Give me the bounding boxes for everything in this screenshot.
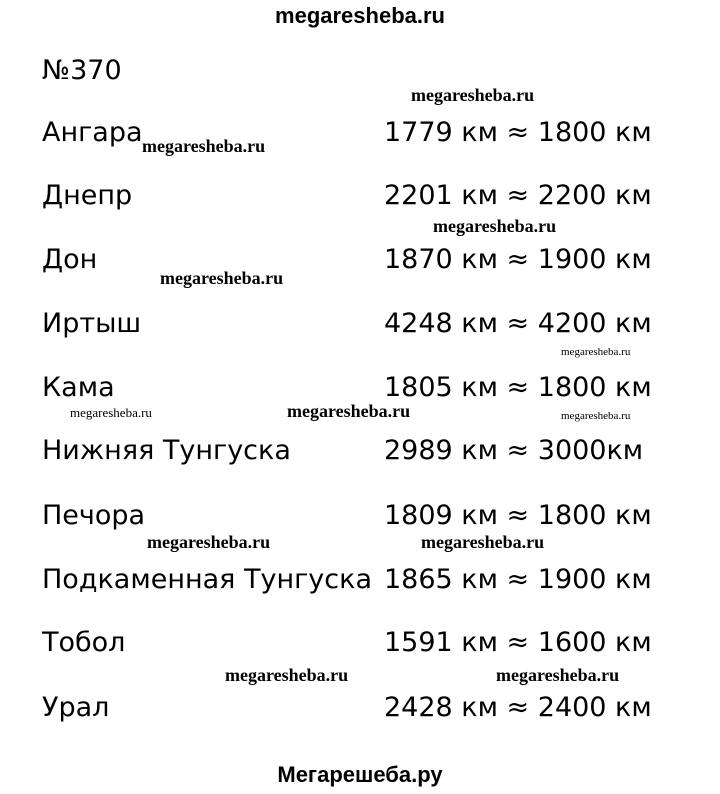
river-length: 1870 км ≈ 1900 км bbox=[384, 244, 652, 275]
watermark: megaresheba.ru bbox=[160, 268, 284, 288]
watermark: megaresheba.ru bbox=[287, 401, 411, 421]
watermark: megaresheba.ru bbox=[142, 136, 266, 156]
table-row bbox=[0, 500, 720, 540]
river-length: 1591 км ≈ 1600 км bbox=[384, 627, 652, 658]
watermark: megaresheba.ru bbox=[561, 346, 631, 358]
river-name: Иртыш bbox=[42, 308, 142, 339]
river-name: Урал bbox=[42, 692, 110, 723]
watermark: megaresheba.ru bbox=[411, 85, 535, 105]
river-length: 2428 км ≈ 2400 км bbox=[384, 692, 652, 723]
watermark: megaresheba.ru bbox=[421, 532, 545, 552]
river-name: Кама bbox=[42, 372, 115, 403]
river-name: Дон bbox=[42, 244, 98, 275]
river-length: 4248 км ≈ 4200 км bbox=[384, 308, 652, 339]
river-name: Тобол bbox=[42, 627, 126, 658]
river-name: Ангара bbox=[42, 117, 143, 148]
river-name: Нижняя Тунгуска bbox=[42, 435, 291, 466]
watermark: megaresheba.ru bbox=[433, 216, 557, 236]
river-length: 1779 км ≈ 1800 км bbox=[384, 117, 652, 148]
river-length: 1809 км ≈ 1800 км bbox=[384, 500, 652, 531]
table-row bbox=[0, 244, 720, 284]
footer-site-name: Мегарешеба.ру bbox=[277, 762, 443, 787]
river-length: 2989 км ≈ 3000км bbox=[384, 435, 644, 466]
river-name: Печора bbox=[42, 500, 146, 531]
watermark: megaresheba.ru bbox=[496, 665, 620, 685]
river-name: Днепр bbox=[42, 180, 133, 211]
river-length: 2201 км ≈ 2200 км bbox=[384, 180, 652, 211]
table-row bbox=[0, 308, 720, 348]
table-row bbox=[0, 435, 720, 475]
table-row bbox=[0, 564, 720, 604]
table-row bbox=[0, 180, 720, 220]
problem-number: №370 bbox=[42, 55, 122, 86]
watermark: megaresheba.ru bbox=[225, 665, 349, 685]
table-row bbox=[0, 117, 720, 157]
header-site-name: megaresheba.ru bbox=[275, 3, 445, 28]
river-length: 1865 км ≈ 1900 км bbox=[384, 564, 652, 595]
table-row bbox=[0, 627, 720, 667]
river-length: 1805 км ≈ 1800 км bbox=[384, 372, 652, 403]
table-row bbox=[0, 692, 720, 732]
watermark: megaresheba.ru bbox=[147, 532, 271, 552]
watermark: megaresheba.ru bbox=[70, 405, 152, 420]
river-name: Подкаменная Тунгуска bbox=[42, 564, 372, 595]
watermark: megaresheba.ru bbox=[561, 410, 631, 422]
